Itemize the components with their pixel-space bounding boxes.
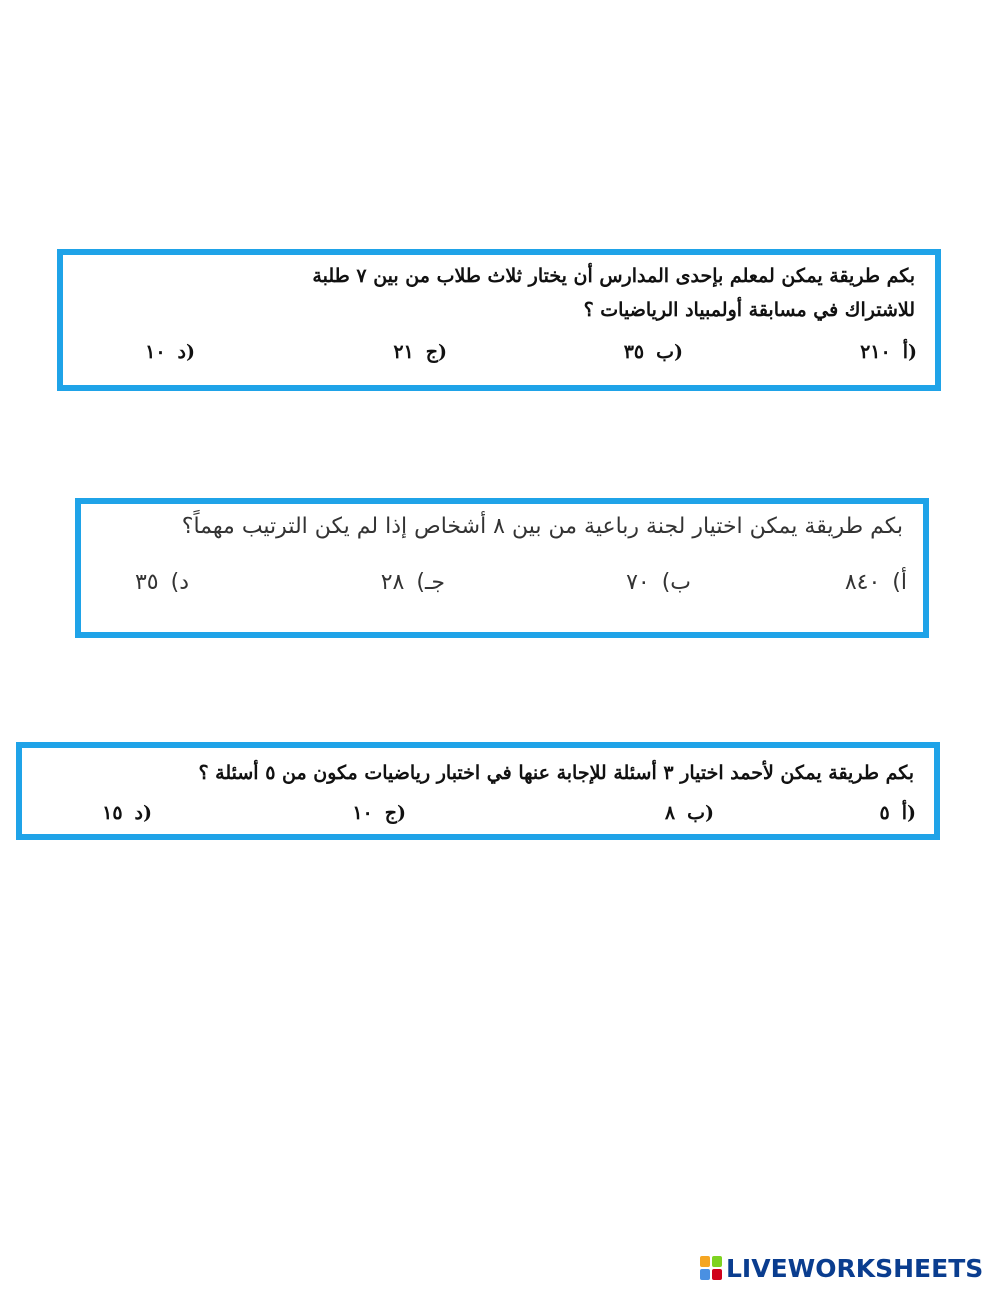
option-b[interactable] xyxy=(665,802,714,824)
option-value: ٨٤٠ xyxy=(844,570,881,595)
option-a[interactable] xyxy=(845,570,907,595)
logo-grid-icon xyxy=(700,1256,722,1280)
liveworksheets-logo xyxy=(700,1254,983,1282)
option-a[interactable] xyxy=(860,341,917,363)
option-letter: (ب xyxy=(687,802,714,824)
option-b[interactable] xyxy=(624,341,683,363)
option-letter: (أ xyxy=(902,341,917,363)
question-box-2 xyxy=(75,498,929,638)
option-letter: أ) xyxy=(892,570,907,595)
option-c[interactable] xyxy=(352,802,406,824)
option-d[interactable] xyxy=(145,341,195,363)
option-letter: (ب xyxy=(656,341,683,363)
question-text xyxy=(312,259,915,327)
option-letter: جـ) xyxy=(416,570,445,595)
logo-square xyxy=(700,1256,710,1267)
option-letter: (ج xyxy=(384,802,406,824)
brand-name: LIVEWORKSHEETS xyxy=(726,1253,984,1283)
option-letter: (أ xyxy=(901,802,916,824)
question-line: للاشتراك في مسابقة أولمبياد الرياضيات ؟ xyxy=(583,299,915,321)
question-box-1 xyxy=(57,249,941,391)
option-letter: د) xyxy=(170,570,189,595)
option-value: ٧٠ xyxy=(626,570,650,595)
option-value: ١٥ xyxy=(102,802,123,824)
option-value: ٢١٠ xyxy=(860,341,891,363)
option-letter: (ج xyxy=(425,341,447,363)
option-value: ٣٥ xyxy=(623,341,645,363)
option-value: ٢٨ xyxy=(380,570,405,595)
question-line: بكم طريقة يمكن لأحمد اختيار ٣ أسئلة للإجابة عنها في اختبار رياضيات مكون من ٥ أسئلة ؟ xyxy=(198,762,914,784)
logo-square xyxy=(700,1269,710,1280)
question-line: بكم طريقة يمكن لمعلم بإحدى المدارس أن يختار ثلاث طلاب من بين ٧ طلبة xyxy=(312,265,915,287)
option-d[interactable] xyxy=(102,802,152,824)
question-line: بكم طريقة يمكن اختيار لجنة رباعية من بين ٨ أشخاص إذا لم يكن الترتيب مهماً؟ xyxy=(181,514,903,539)
option-value: ٣٥ xyxy=(134,570,159,595)
option-b[interactable] xyxy=(626,570,691,595)
logo-square xyxy=(712,1269,722,1280)
logo-square xyxy=(712,1256,722,1267)
option-letter: (د xyxy=(134,802,152,824)
question-box-3 xyxy=(16,742,940,840)
option-a[interactable] xyxy=(880,802,917,824)
option-value: ٨ xyxy=(664,802,676,824)
question-text xyxy=(198,756,914,790)
option-c[interactable] xyxy=(393,341,447,363)
option-c[interactable] xyxy=(381,570,445,595)
option-value: ١٠ xyxy=(352,802,373,824)
option-value: ٢١ xyxy=(393,341,414,363)
option-d[interactable] xyxy=(135,570,189,595)
option-letter: (د xyxy=(177,341,195,363)
question-text xyxy=(182,510,903,544)
option-value: ٥ xyxy=(879,802,890,824)
option-letter: ب) xyxy=(661,570,691,595)
option-value: ١٠ xyxy=(145,341,166,363)
